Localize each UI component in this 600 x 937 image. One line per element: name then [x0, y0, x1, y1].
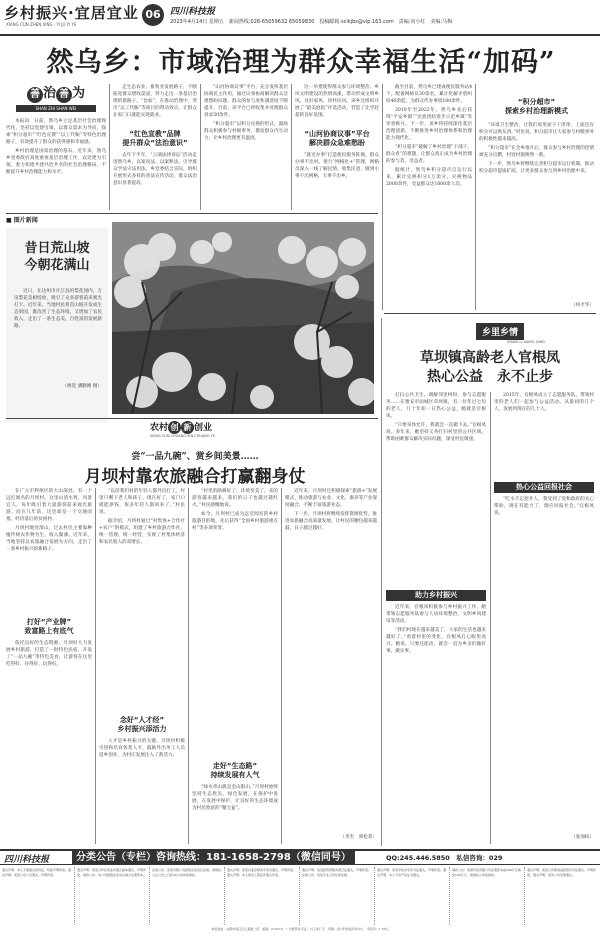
- classified-column: 遗失声明：某某合作社营业执照正副本遗失，声明作废。减资公告：本公司经股东会决议减少注册资本。: [75, 867, 150, 925]
- ad-hotline: 分类公告（专栏）咨询热线：181-1658-2798（微信同号）: [72, 851, 355, 865]
- photo-illustration: [112, 222, 374, 414]
- sub-heading: “山河协商议事”平台 解决群众急难愁盼: [304, 130, 370, 147]
- badge-char: 善: [27, 87, 43, 103]
- paragraph: “积分超市”在全乡推开后，群众参与乡村治理的热情被充分点燃，村容村貌焕然一新。: [479, 146, 594, 158]
- column-rule: [382, 84, 383, 310]
- banner-pinyin: NONG CUN CHUANG XIN CHUANG YE: [150, 434, 216, 438]
- paragraph: 走生态农业、畜牧业发展路子，不断拓宽群众增收渠道，努力走出一条基层治理的新路子。“比如”，在推动治理中，突出“以工代赈”等项目的带动效应，让群众在家门口就能实现就业。: [113, 85, 197, 118]
- photo-caption: 近日，在达州市开江县的梨花园内，万亩梨花竞相绽放，吸引了众多游客前来观光打卡。近年来，当地村民将荒山坡开发成生态果园，既改善了生态环境，又增加了农民收入，走出了一条生态美、百姓富的发展新路。: [14, 289, 102, 329]
- right-headline: 草坝镇高龄老人官根凤 热心公益 永不止步: [420, 350, 560, 385]
- sub-heading: 走好“生态路” 持续发展有人气: [210, 762, 260, 779]
- article-column: [386, 392, 486, 592]
- photo-news-label: ■ 图片新闻: [6, 217, 38, 224]
- main-headline: 然乌乡：市域治理为群众幸福生活“加码”: [46, 47, 556, 78]
- article-column: [113, 84, 197, 126]
- paragraph: 据介绍，月坝村通过“村集体+合作社+农户”的模式，组建了乡村旅游合作社，统一管理、统一经营，实现了村集体经济和农民收入的双增长。: [99, 519, 185, 545]
- paragraph: 如今，月坝村已成为远近闻名的乡村旅游目的地，先后获得“全国乡村旅游重点村”等多项荣誉。: [192, 512, 278, 531]
- paragraph: 据统计，然乌乡积分超市自运行以来，累计兑换积分1万余分，兑换物品2000余件，受益群众达1000余人次。: [386, 168, 472, 187]
- blossom-photo: [112, 222, 374, 414]
- classified-ad-bar: [0, 849, 600, 865]
- article-column: [6, 640, 92, 844]
- badge-char: 治: [42, 86, 56, 101]
- article-column: [204, 84, 288, 210]
- masthead-logo: 四川科技报: [170, 7, 216, 17]
- paragraph: 依托良好的生态资源，月坝村大力发展乡村旅游，打造了一批特色民宿，开发了“一品九碗”等特色美食，让游客在这里吃得好、住得好、玩得好。: [6, 641, 92, 667]
- classified-column: 遗失声明：某某学校办学许可证遗失，声明作废。遗失声明：本人不动产权证书遗失。: [375, 867, 450, 925]
- sub-heading: “红色宣教”品牌 提升群众“法治意识”: [122, 130, 188, 147]
- article-column: [386, 604, 486, 844]
- article-column: [192, 784, 278, 844]
- paragraph: 下一步，然乌乡将继续完善积分超市运行机制，推动积分超市提质扩面，让更多群众参与到乡村治理中来。: [479, 162, 594, 174]
- column-rule: [381, 318, 382, 846]
- paragraph: 近年来，月坝村还积极探索“旅游+”发展模式，推动旅游与农业、文化、康养等产业深度融合，不断丰富旅游业态。: [285, 489, 377, 508]
- photo-credit: （视觉 潘勤刚 摄）: [62, 384, 102, 389]
- badge-char: 善: [56, 87, 72, 103]
- column-rule: [109, 84, 110, 210]
- ad-qq: QQ:245.446.5850 私信咨询：029: [386, 854, 503, 862]
- article-column: [479, 122, 594, 300]
- paragraph: “只要身体允许，我就会一直做下去。”官根凤说。多年来，她坚持义务打扫村里的公共区域，帮助困难群众解决实际问题，深受村民敬重。: [386, 423, 486, 442]
- article-column: [99, 488, 185, 712]
- paragraph: “就近办事”打造便民服务阵地，群众办事不出村。推行“网格化+”管理，网格员深入一线了解民情、收集民意，做到小事不出网格、大事不出乡。: [295, 153, 379, 179]
- article-column: [494, 496, 594, 832]
- paragraph: 在广元市利州区的大山深处，有一个远近闻名的月坝村。这里山清水秀、风景宜人，每年吸引着大量游客前来观光旅游。而在几年前，这里却是一个交通闭塞、经济落后的贫困村。: [6, 489, 92, 522]
- article-column: [192, 488, 278, 712]
- article-column: [295, 84, 379, 126]
- paragraph: 下一步，月坝村将继续发挥资源优势，推进农旅融合高质量发展，让村民的腰包越来越鼓，日子越过越好。: [285, 512, 377, 531]
- author-credit: （何才华）: [571, 303, 594, 308]
- issue-line: 2023年4月14日 星期五 新闻热线:028-65059632 65059830 投稿邮箱:scikjbs@vip.163.com 责编:向小红 美编:马梅: [170, 19, 453, 25]
- classified-column: 遗失声明：本人不慎遗失身份证，特此声明作废。遗失声明：某某公司公章遗失，声明作废。: [0, 867, 75, 925]
- paragraph: “绿水青山就是金山银山。”月坝村始终坚持生态优先、绿色发展，在保护中发展，在发展中保护，让良好的生态环境成为村民致富的“聚宝盆”。: [192, 785, 278, 811]
- classifieds-block: [0, 867, 600, 925]
- paragraph: 近年来，官根凤积极参与乡村振兴工作，她带领志愿服务队参与人居环境整治、文明乡风建设等活动。: [386, 605, 486, 624]
- article-column: [494, 392, 594, 480]
- article-column: [113, 152, 197, 210]
- article-column: [295, 152, 379, 210]
- sub-heading: 助力乡村振兴: [386, 590, 486, 601]
- right-section-banner: [476, 320, 576, 344]
- paragraph: 月坝村地处深山，过去村民主要靠种植传统农作物为生，收入微薄。近年来，当地坚持以农旅融合发展为方向，走出了一条乡村振兴的新路子。: [6, 526, 92, 552]
- photo-caption-box: [6, 228, 108, 423]
- paragraph: 这一举措使得群众参与环境整治、乡风文明建设的热情高涨，带动形成文明乡风、良好家风、淳朴民风。该乡还组织开展了“最美庭院”评选活动，营造了比学赶超的良好氛围。: [295, 85, 379, 118]
- article-column: [6, 118, 106, 210]
- column-rule: [95, 488, 96, 844]
- section-pinyin: XIANG CUN ZHEN XING · YI JU YI YE: [6, 22, 77, 27]
- article-column: [6, 488, 92, 616]
- column-rule: [188, 488, 189, 844]
- sub-heading: “积分超市” 探索乡村治理新模式: [505, 98, 568, 115]
- ad-logo: 四川科技报: [4, 855, 50, 865]
- farm-section-banner: [150, 420, 300, 446]
- banner-pinyin: XIANG LI XIANG QING: [507, 340, 545, 344]
- paragraph: 打扫公共卫生、调解邻里纠纷、参与志愿服务……在雅安市雨城区草坝镇，有一位年过七旬的老人，几十年如一日热心公益，她就是官根凤。: [386, 393, 486, 419]
- paragraph: “积分超市”以积分兑换的形式，鼓励群众积极参与村级事务，激发群众内生动力，让乡村治理更有温度。: [204, 122, 288, 141]
- paragraph: 人才是乡村振兴的关键。月坝村积极引进和培育各类人才，鼓励外出务工人员返乡创业，为村庄发展注入了新活力。: [99, 739, 185, 758]
- column-rule: [200, 84, 201, 210]
- paragraph: 截至目前，然乌乡已建成便民服务站4个，配备网格员30余名，累计化解矛盾纠纷40余起，为群众代办事项100余件。: [386, 85, 472, 104]
- section-divider: [384, 313, 596, 314]
- page-footer: 本报地址：成都市锦江区红星路二段 邮编：610016 广告经营许可证：川工商广字 印刷：四川科技报印务中心 零售价：1.50元: [211, 927, 389, 931]
- badge-char: 为: [72, 86, 86, 101]
- paragraph: “山河协商议事”平台，充分发挥基层协商民主作用，通过议事协商解决群众急难愁盼问题，群众的参与度和满意度不断提升。目前，该平台已经收集并处理群众诉求50余件。: [204, 85, 288, 118]
- classified-column: 注销公告：某某有限公司经股东会决议注销，请债权人自公告之日起45日内申报债权。: [150, 867, 225, 925]
- paragraph: 2015年，官根凤成立了志愿服务队，带领村里的老人们一起参与公益活动。从最初的几个人，发展到现在的几十人。: [494, 393, 594, 412]
- banner-label: 乡里乡情: [476, 323, 524, 340]
- banner-char: 新: [181, 421, 194, 434]
- paragraph: “吃水不忘挖井人，我受到了党和政府的关心帮助，现在有能力了，理应回报社会。”官根凤说。: [494, 497, 594, 516]
- farm-kicker: 尝“一品九碗”、赏乡间美景……: [131, 452, 259, 462]
- column-rule: [281, 488, 282, 844]
- classified-column: 遗失声明：某某村委会财务专用章遗失，声明作废。遗失声明：本人建设工程证件遗失作废。: [225, 867, 300, 925]
- page-number: 06: [142, 4, 164, 26]
- column-rule: [475, 84, 476, 310]
- page-header: [0, 0, 600, 36]
- paragraph: “以前我们村的年轻人都外出打工，村里只剩下老人和孩子。现在好了，家门口就能挣钱，很多年轻人都回来了。”村民说。: [99, 489, 185, 515]
- section-divider: [6, 418, 378, 419]
- column-rule: [291, 84, 292, 210]
- banner-text: 农村: [150, 423, 169, 433]
- classified-column: 遗失声明：某某门市部食品经营许可证遗失，声明作废。遗失声明：某某公司发票遗失。: [527, 868, 597, 877]
- banner-text: 创业: [194, 423, 213, 433]
- sub-heading: 打好“产业牌” 致富路上有底气: [24, 618, 74, 635]
- paragraph: “我们村现在越来越美了，大家的生活也越来越好了。”看着村里的变化，官根凤打心眼里高兴。她说，只要还能动，就会一直为乡亲们做好事、做实事。: [386, 628, 486, 654]
- farm-headline: 月坝村靠农旅融合打赢翻身仗: [84, 467, 306, 487]
- article-column: [386, 84, 472, 310]
- banner-char: 创: [168, 421, 181, 434]
- section-badge: [6, 82, 106, 116]
- paragraph: 去年下半年，“云端法律诉讼”活动走进然乌乡，以案说法、以案释法，引导群众学法守法用法。乡党委结合实际，组织开展形式多样的普法宣传活动，群众法治意识显著提高。: [113, 153, 197, 186]
- paragraph: 本报讯 日前，然乌乡立足基层社会治理现代化，坚持以党建引领，以群众需求为导向，探索“积分超市”“红色宣教”“以工代赈”等特色治理路子，有效提升了群众的获得感和幸福感。: [6, 119, 106, 145]
- column-rule: [490, 392, 491, 844]
- paragraph: “环境卫生整治，让我们家里面干干净净，上面还有积分可以换东西。”村民说，积分超市让大家参与村级事务的积极性越来越高。: [479, 123, 594, 142]
- paragraph: 乡村治理是国家治理的基石。近年来，然乌乡党委政府高度重视基层治理工作，以党建为引领，着力构建共建共治共享的社会治理格局，不断提升乡村治理能力和水平。: [6, 149, 106, 175]
- paragraph: “村里的路修好了，环境变美了，来的游客越来越多，我们的日子也越过越红火。”村民感慨地说。: [192, 489, 278, 508]
- paragraph: 2019年至2022年，然乌乡先后获得“平安乡镇”“民族团结进步示范乡镇”等荣誉称号。下一步，该乡将持续深化基层治理创新，不断推进乡村治理体系和治理能力现代化。: [386, 108, 472, 141]
- article-column: [99, 738, 185, 844]
- sub-heading: 热心公益回报社会: [494, 482, 594, 493]
- author-credit: （李杰 郭松菁）: [340, 835, 377, 840]
- classified-column: 遗失声明：某某经营部税务登记证遗失，声明作废。注销公告：某某专业合作社拟注销。: [300, 867, 375, 925]
- section-title: 乡村振兴·宜居宜业: [4, 4, 139, 22]
- sub-heading: 念好“人才经” 乡村振兴添活力: [117, 716, 167, 733]
- photo-title: 昔日荒山坡 今朝花满山: [24, 241, 90, 273]
- section-divider: [6, 213, 378, 214]
- paragraph: “积分超市”破解了乡村治理“干部干、群众看”的难题，让群众真正成为乡村治理的参与者、受益者。: [386, 145, 472, 164]
- author-credit: （张加权）: [571, 835, 594, 840]
- badge-pinyin: SHAN ZHI SHAN WEI: [16, 105, 96, 112]
- article-column: [285, 488, 377, 834]
- classified-column: 减资公告：某某科技有限公司注册资本由500万元减至100万元，请债权人申报债权。: [450, 867, 525, 925]
